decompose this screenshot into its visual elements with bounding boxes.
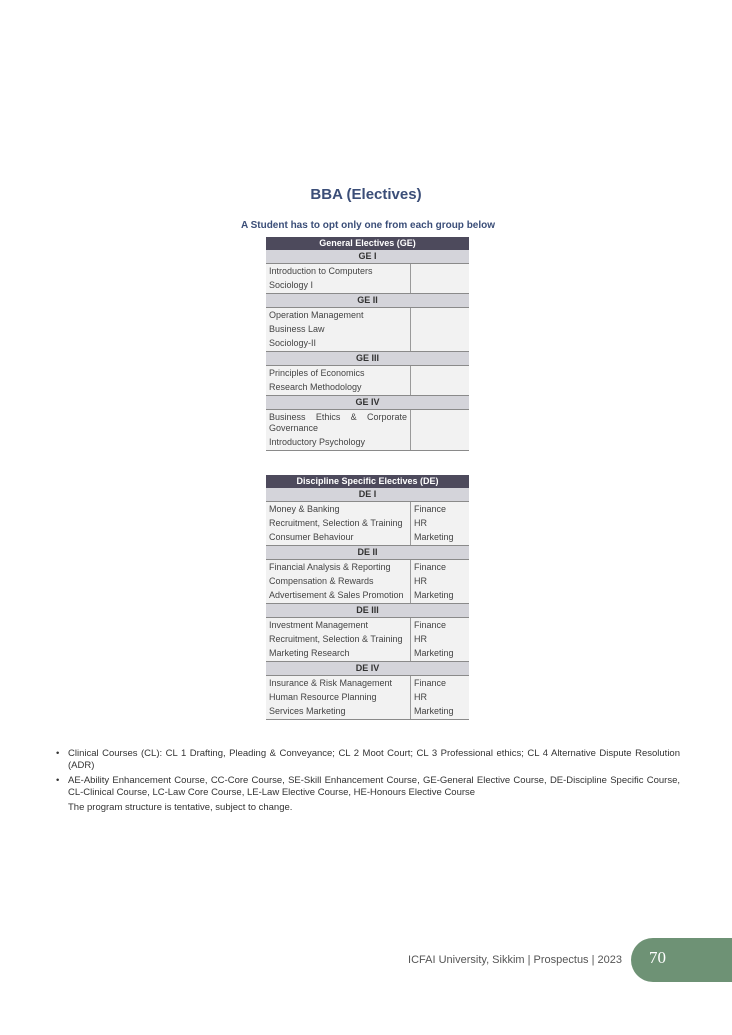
de-group-row: [266, 502, 469, 546]
bullet-icon: •: [56, 748, 60, 759]
course-name: Advertisement & Sales Promotion: [269, 590, 404, 600]
de-group-heading: DE IV: [266, 662, 469, 676]
course-name: Recruitment, Selection & Training: [269, 518, 403, 528]
page-title: BBA (Electives): [310, 186, 422, 203]
tentative-note: The program structure is tentative, subject to change.: [68, 802, 293, 813]
de-group-row: [266, 618, 469, 662]
track-name: Marketing: [414, 590, 454, 600]
track-name: HR: [414, 692, 427, 702]
de-group-heading: DE II: [266, 546, 469, 560]
course-list: [266, 618, 411, 661]
de-group-heading: DE III: [266, 604, 469, 618]
track-list: [411, 560, 469, 603]
bullet-icon: •: [56, 775, 60, 786]
course-name: Consumer Behaviour: [269, 532, 354, 542]
table-spacer: [266, 451, 469, 465]
track-name: Finance: [414, 504, 447, 514]
course-name: Introduction to Computers: [269, 266, 373, 276]
track-name: Marketing: [414, 532, 454, 542]
course-list: [266, 502, 411, 545]
course-list: [266, 676, 411, 719]
ge-group-row: [266, 308, 469, 352]
course-name: Sociology I: [269, 280, 314, 290]
instruction-text: A Student has to opt only one from each group below: [240, 220, 496, 231]
track-list: [411, 410, 469, 450]
ge-group-heading: GE II: [266, 294, 469, 308]
course-name: Investment Management: [269, 620, 369, 630]
notes-section: [56, 748, 680, 814]
track-list: [411, 308, 469, 351]
course-list: [266, 308, 411, 351]
ge-group-row: [266, 366, 469, 396]
general-electives-table: [266, 237, 469, 465]
course-list: [266, 560, 411, 603]
course-name: Business Ethics & Corporate Governance: [269, 412, 407, 433]
ge-group-heading: GE IV: [266, 396, 469, 410]
track-name: Finance: [414, 562, 447, 572]
note-item: [56, 775, 680, 799]
track-name: Marketing: [414, 706, 454, 716]
course-name: Insurance & Risk Management: [269, 678, 393, 688]
course-name: Principles of Economics: [269, 368, 365, 378]
course-name: Recruitment, Selection & Training: [269, 634, 403, 644]
course-name: Sociology-II: [269, 338, 317, 348]
ge-group-row: [266, 410, 469, 451]
course-name: Money & Banking: [269, 504, 340, 514]
course-name: Research Methodology: [269, 382, 362, 392]
course-name: Financial Analysis & Reporting: [269, 562, 391, 572]
footer-text: ICFAI University, Sikkim | Prospectus | 2023: [408, 954, 622, 966]
track-list: [411, 502, 469, 545]
page-number: 70: [649, 948, 666, 967]
de-group-row: [266, 676, 469, 720]
track-name: Marketing: [414, 648, 454, 658]
course-name: Compensation & Rewards: [269, 576, 374, 586]
course-list: [266, 264, 411, 293]
course-name: Business Law: [269, 324, 325, 334]
note-item: [56, 748, 680, 772]
course-list: [266, 410, 411, 450]
page-number-tab: [631, 938, 732, 982]
note-text: Clinical Courses (CL): CL 1 Drafting, Pleading & Conveyance; CL 2 Moot Court; CL 3 Professional ethics; CL 4 Alternative Dispute Resolution (ADR): [68, 748, 680, 771]
course-list: [266, 366, 411, 395]
de-group-row: [266, 560, 469, 604]
track-list: [411, 366, 469, 395]
track-name: Finance: [414, 678, 447, 688]
discipline-electives-table: [266, 475, 469, 720]
course-name: Marketing Research: [269, 648, 350, 658]
track-list: [411, 264, 469, 293]
ge-group-heading: GE III: [266, 352, 469, 366]
course-name: Human Resource Planning: [269, 692, 377, 702]
track-name: HR: [414, 518, 427, 528]
track-list: [411, 618, 469, 661]
course-name: Operation Management: [269, 310, 364, 320]
track-name: HR: [414, 576, 427, 586]
note-text: AE-Ability Enhancement Course, CC-Core Course, SE-Skill Enhancement Course, GE-General Elective Course, DE-Discipline Specific Course, CL-Clinical Course, LC-Law Core Course, LE-Law Elective Course, HE-Honours Elective Course: [68, 775, 680, 798]
track-name: HR: [414, 634, 427, 644]
track-name: Finance: [414, 620, 447, 630]
general-electives-header: General Electives (GE): [266, 237, 469, 250]
course-name: Introductory Psychology: [269, 437, 366, 447]
ge-group-row: [266, 264, 469, 294]
de-group-heading: DE I: [266, 488, 469, 502]
ge-group-heading: GE I: [266, 250, 469, 264]
track-list: [411, 676, 469, 719]
course-name: Services Marketing: [269, 706, 346, 716]
discipline-electives-header: Discipline Specific Electives (DE): [266, 475, 469, 488]
